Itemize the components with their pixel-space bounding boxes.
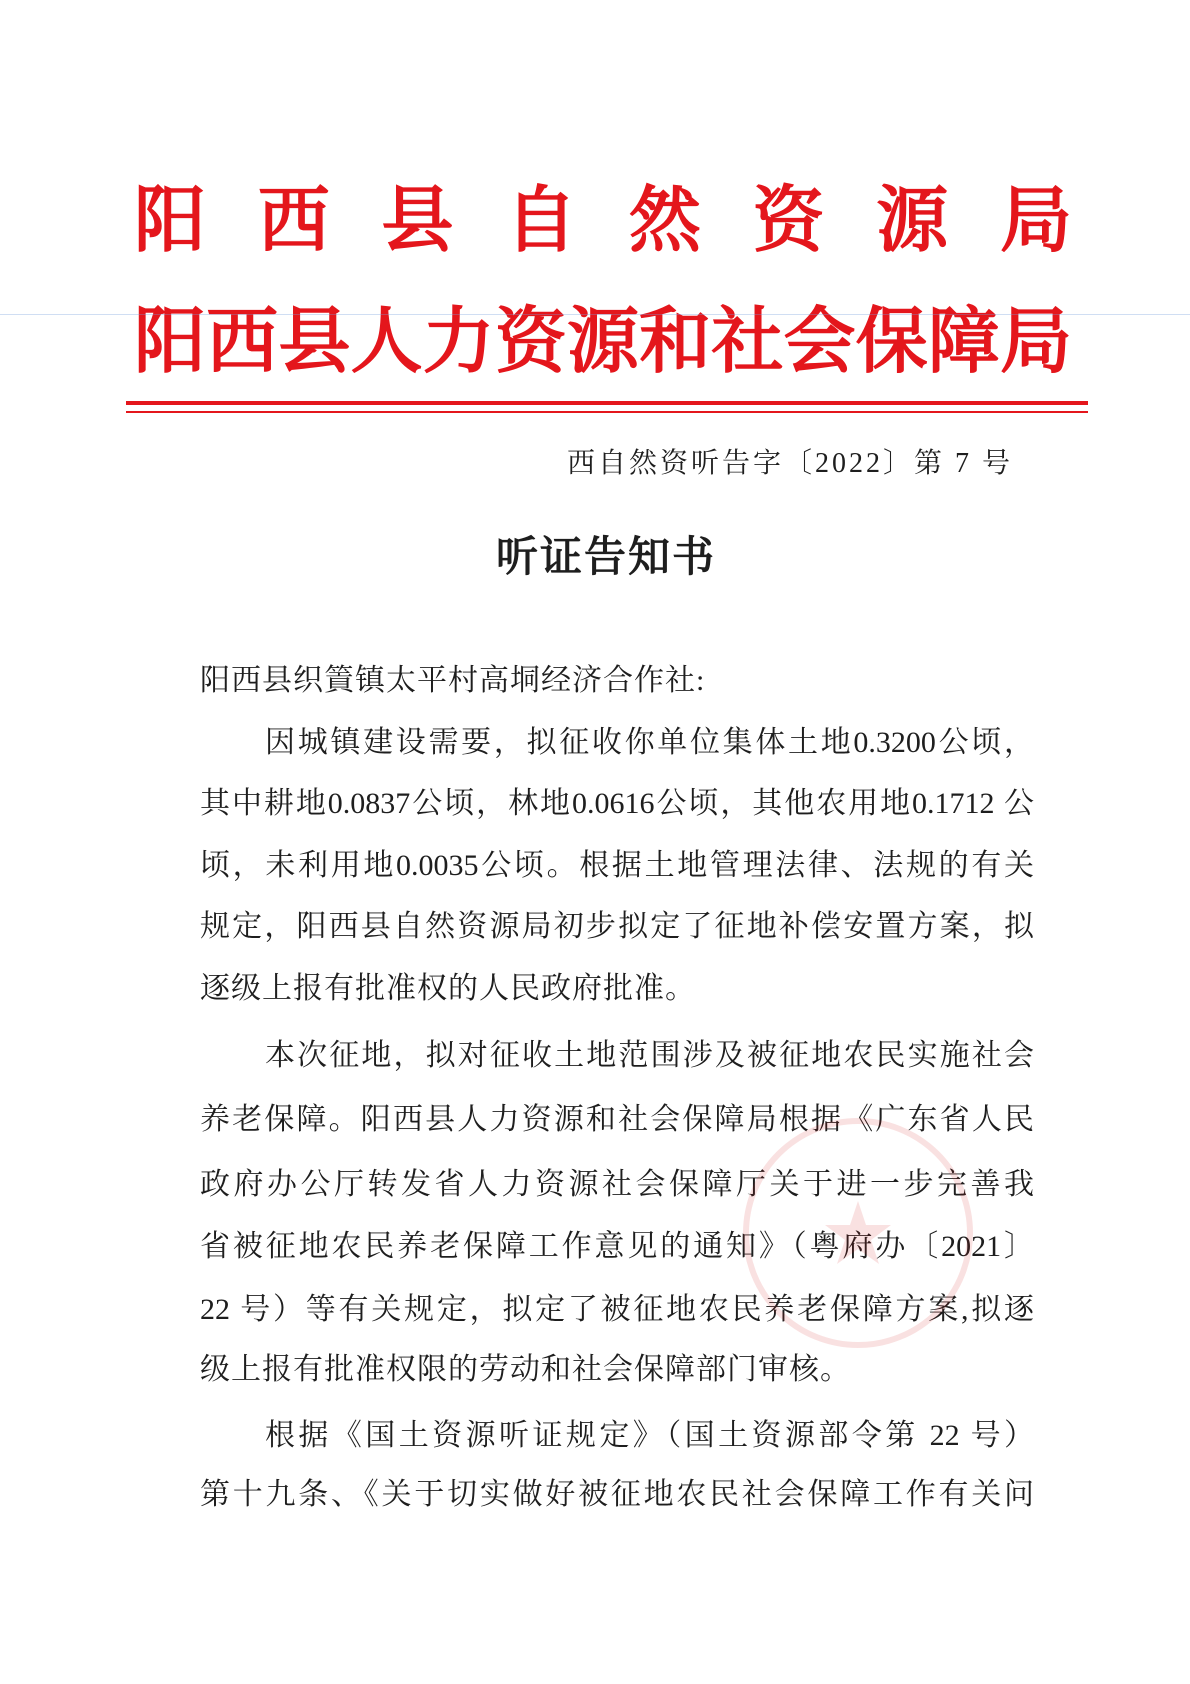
- paragraph-line: 其中耕地0.0837公顷，林地0.0616公顷，其他农用地0.1712 公: [200, 787, 1034, 820]
- paragraph-line: 省被征地农民养老保障工作意见的通知》（粤府办〔2021〕: [200, 1230, 1034, 1263]
- paragraph-line: 根据《国土资源听证规定》（国土资源部令第 22 号）: [265, 1419, 1034, 1452]
- paragraph-line: 第十九条、《关于切实做好被征地农民社会保障工作有关问: [200, 1478, 1034, 1511]
- document-number: 西自然资听告字〔2022〕第 7 号: [566, 448, 1013, 479]
- paragraph-line: 22 号）等有关规定，拟定了被征地农民养老保障方案,拟逐: [200, 1293, 1034, 1326]
- red-header-rule-thin: [126, 411, 1088, 413]
- header-org-human-resources: 阳西县人力资源和社会保障局: [134, 298, 1072, 383]
- addressee: 阳西县织篢镇太平村高垌经济合作社:: [200, 664, 706, 697]
- paragraph-line: 规定，阳西县自然资源局初步拟定了征地补偿安置方案，拟: [200, 910, 1034, 943]
- red-header-rule: [126, 401, 1088, 405]
- scan-artifact-line: [0, 314, 1190, 315]
- paragraph-line: 养老保障。阳西县人力资源和社会保障局根据《广东省人民: [200, 1103, 1034, 1136]
- paragraph-line: 政府办公厅转发省人力资源社会保障厅关于进一步完善我: [200, 1168, 1034, 1201]
- paragraph-line: 顷，未利用地0.0035公顷。根据土地管理法律、法规的有关: [200, 849, 1034, 882]
- header-org-natural-resources: 阳西县自然资源局: [134, 177, 1072, 262]
- paragraph-line: 本次征地，拟对征收土地范围涉及被征地农民实施社会: [265, 1039, 1034, 1072]
- paragraph-line: 逐级上报有批准权的人民政府批准。: [200, 972, 696, 1005]
- paragraph-line: 因城镇建设需要，拟征收你单位集体土地0.3200公顷，: [265, 726, 1034, 759]
- document-title: 听证告知书: [495, 532, 716, 581]
- paragraph-line: 级上报有批准权限的劳动和社会保障部门审核。: [200, 1353, 851, 1386]
